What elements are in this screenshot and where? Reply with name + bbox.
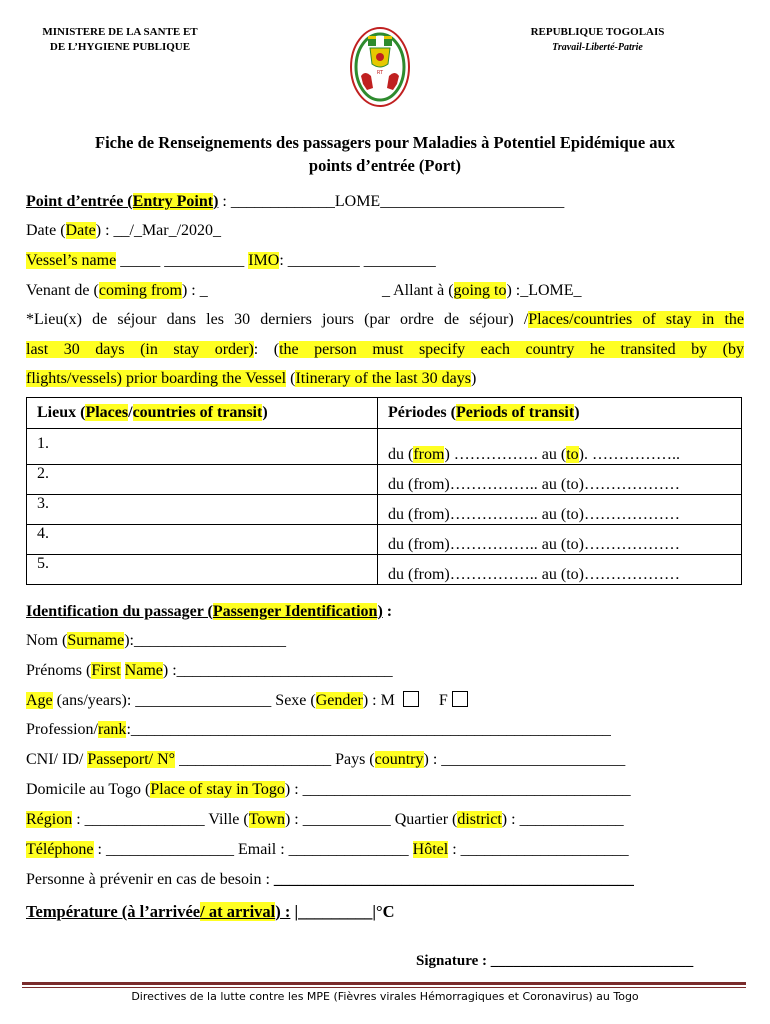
republic-header <box>490 25 705 55</box>
transit-table-header <box>27 398 742 429</box>
republic-motto: Travail-Liberté-Patrie <box>552 42 643 53</box>
imo-label: IMO <box>248 252 280 269</box>
form-title-line-2: points d’entrée (Port) <box>308 156 462 175</box>
table-row[interactable] <box>27 495 742 525</box>
going-to-value[interactable]: ) :_LOME_ <box>506 282 582 299</box>
date-value[interactable]: ) : __/_Mar_/2020_ <box>95 222 222 239</box>
age-input[interactable]: (ans/years): _________________ Sexe ( <box>52 692 316 709</box>
entry-point-value[interactable]: : _____________LOME_______________________ <box>218 193 565 210</box>
first-name-field[interactable]: Prénoms (First Name) :___________________________ <box>26 662 393 679</box>
gender-m-label: ) : M <box>362 692 395 709</box>
signature-label: Signature : <box>416 953 491 969</box>
date-label: Date ( <box>26 222 66 239</box>
going-to-label: _ Allant à ( <box>382 282 454 299</box>
footer-text: Directives de la lutte contre les MPE (Fièvres virales Hémorragiques et Coronavirus) au Togo <box>131 990 639 1003</box>
signature-field[interactable] <box>416 953 693 970</box>
surname-input[interactable]: ):___________________ <box>124 632 286 649</box>
date-field[interactable] <box>26 221 744 241</box>
going-to-field[interactable] <box>382 281 582 301</box>
transit-table <box>26 397 742 585</box>
gender-m-checkbox[interactable] <box>403 691 419 707</box>
footer-divider-thin <box>22 987 746 988</box>
age-label: Age <box>26 692 53 709</box>
togo-emblem-icon <box>349 26 411 108</box>
temperature-field[interactable]: Température (à l’arrivée/ at arrival) : |_________|°C <box>26 902 395 921</box>
place-cell[interactable]: 5. <box>27 555 378 585</box>
region-town-district-field[interactable]: Région : _______________ Ville (Town) : ___________ Quartier (district) : _____________ <box>26 811 624 828</box>
emergency-contact-input[interactable]: _____________________________________________ <box>273 871 634 888</box>
place-cell[interactable]: 1. <box>27 429 378 465</box>
vessel-field[interactable] <box>26 251 744 271</box>
temperature-input[interactable]: |_________|°C <box>290 902 395 921</box>
signature-input[interactable]: ___________________________ <box>490 953 694 969</box>
vessel-name-label: Vessel’s name <box>26 252 117 269</box>
passport-country-field[interactable]: CNI/ ID/ Passeport/ N° ___________________ Pays (country) : _______________________ <box>26 751 626 768</box>
entry-point-label: Point d’entrée (Entry Point) <box>26 193 219 210</box>
ministry-header <box>20 25 220 55</box>
table-row[interactable] <box>27 525 742 555</box>
periods-column-header: Périodes (Periods of transit) <box>378 398 742 429</box>
period-cell[interactable]: du (from)…………….. au (to)……………… <box>378 465 742 495</box>
svg-text:RT: RT <box>376 70 384 76</box>
phone-email-hotel-field[interactable]: Téléphone : ________________ Email : _______________ Hôtel : _____________________ <box>26 841 629 858</box>
gender-f-label: F <box>438 692 448 709</box>
stay-instructions-line-1: *Lieu(x) de séjour dans les 30 derniers jours (par ordre de séjour) /Places/countries of stay in the <box>26 311 744 328</box>
profession-input[interactable]: :____________________________________________________________ <box>126 721 611 738</box>
table-row[interactable] <box>27 465 742 495</box>
places-column-header: Lieux (Places/countries of transit) <box>27 398 378 429</box>
passport-input[interactable]: ___________________ Pays ( <box>175 751 375 768</box>
identification-heading: Identification du passager (Passenger Identification) : <box>26 603 393 620</box>
period-cell[interactable]: du (from)…………….. au (to)……………… <box>378 555 742 585</box>
period-cell[interactable]: du (from)…………….. au (to)……………… <box>378 495 742 525</box>
ministry-line-1: MINISTERE DE LA SANTE ET <box>42 26 198 38</box>
country-input[interactable]: ) : _______________________ <box>423 751 626 768</box>
phone-email-input[interactable]: : ________________ Email : _______________ <box>93 841 413 858</box>
form-title <box>40 131 730 177</box>
emergency-contact-label: Personne à prévenir en cas de besoin : <box>26 871 274 888</box>
coming-from-label-en: coming from <box>98 282 182 299</box>
entry-point-field[interactable] <box>26 192 744 212</box>
gender-f-checkbox[interactable] <box>452 691 468 707</box>
age-gender-field[interactable] <box>26 691 744 711</box>
stay-instructions-line-2: last 30 days (in stay order): (the person must specify each country he transited by (by <box>26 341 744 358</box>
period-cell[interactable]: du (from)…………….. au (to)……………… <box>378 525 742 555</box>
place-cell[interactable]: 2. <box>27 465 378 495</box>
place-of-stay-field[interactable]: Domicile au Togo (Place of stay in Togo) : _________________________________________ <box>26 781 631 798</box>
footer-divider <box>22 982 746 985</box>
date-label-en: Date <box>65 222 96 239</box>
period-cell[interactable]: du (from) ……………. au (to). …………….. <box>378 429 742 465</box>
place-cell[interactable]: 3. <box>27 495 378 525</box>
surname-field[interactable]: Nom (Surname):___________________ <box>26 632 286 649</box>
vessel-name-value[interactable]: _____ __________ <box>116 252 249 269</box>
district-input[interactable]: ) : _____________ <box>501 811 624 828</box>
first-name-input[interactable]: ) :___________________________ <box>162 662 393 679</box>
gender-label: Gender <box>315 692 363 709</box>
coming-from-value[interactable]: ) : _ <box>181 282 208 299</box>
place-of-stay-input[interactable]: ) : _________________________________________ <box>284 781 631 798</box>
imo-value[interactable]: : _________ _________ <box>279 252 436 269</box>
stay-instructions-line-3: flights/vessels) prior boarding the Vessel (Itinerary of the last 30 days) <box>26 370 477 387</box>
hotel-input[interactable]: : _____________________ <box>448 841 629 858</box>
table-row[interactable] <box>27 429 742 465</box>
region-input[interactable]: : _______________ Ville ( <box>72 811 249 828</box>
place-cell[interactable]: 4. <box>27 525 378 555</box>
town-input[interactable]: ) : ___________ Quartier ( <box>284 811 458 828</box>
ministry-line-2: DE L’HYGIENE PUBLIQUE <box>49 41 191 53</box>
form-title-line-1: Fiche de Renseignements des passagers pour Maladies à Potentiel Epidémique aux <box>95 133 675 152</box>
route-field[interactable] <box>26 281 744 301</box>
going-to-label-en: going to <box>453 282 507 299</box>
emergency-contact-field[interactable] <box>26 870 744 890</box>
coming-from-label: Venant de ( <box>26 282 99 299</box>
profession-field[interactable]: Profession/rank:____________________________________________________________ <box>26 721 611 738</box>
table-row[interactable] <box>27 555 742 585</box>
republic-name: REPUBLIQUE TOGOLAIS <box>530 26 665 38</box>
